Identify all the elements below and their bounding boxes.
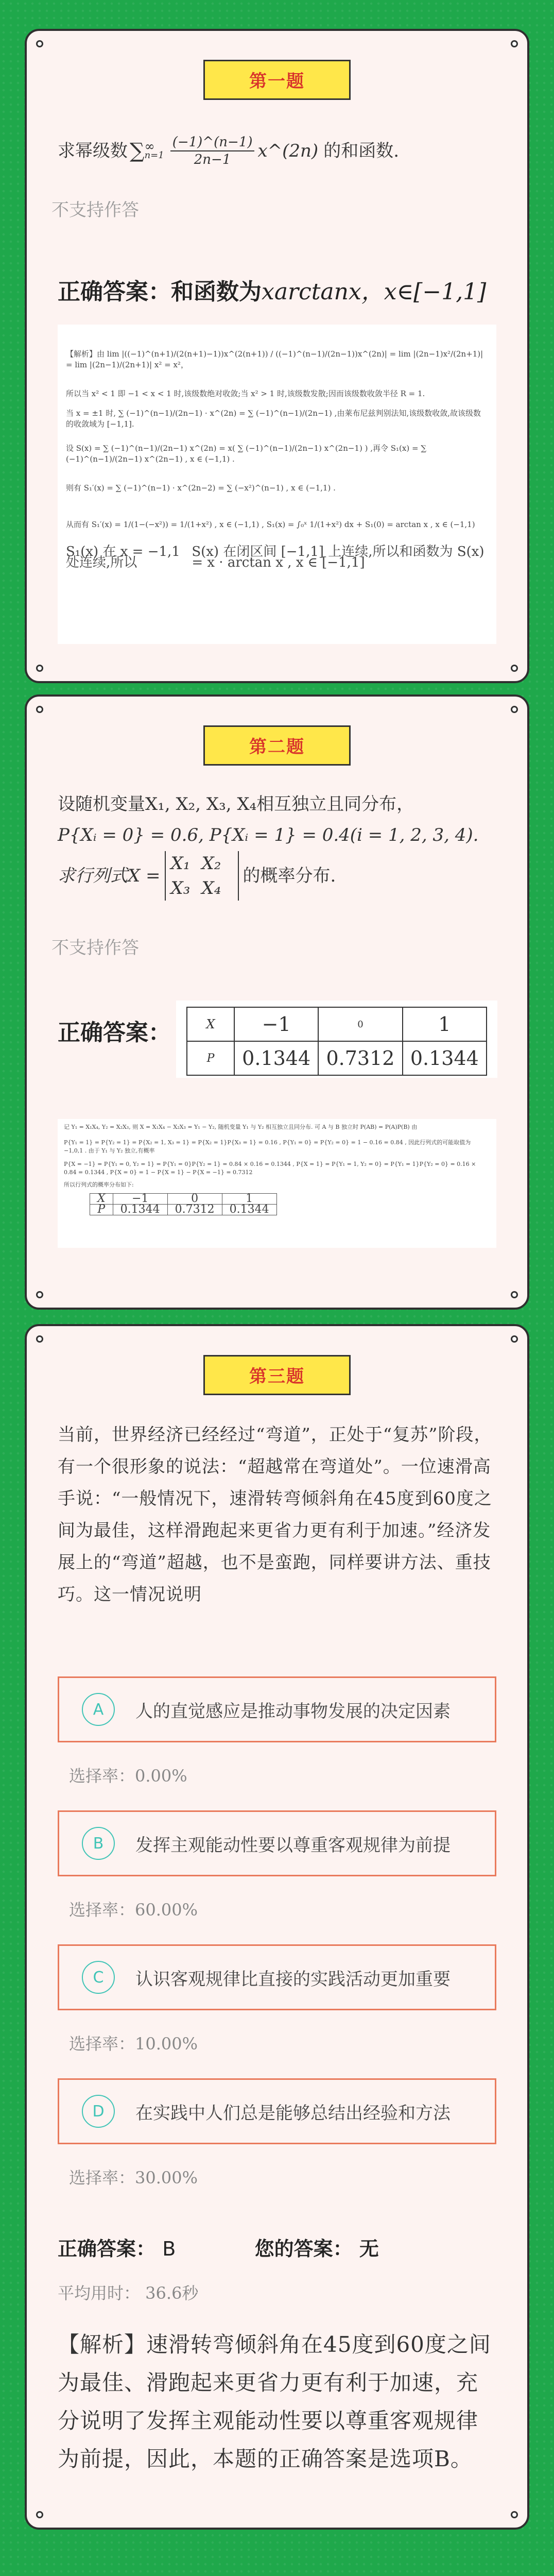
- question-line: P{Xᵢ = 0} = 0.6, P{Xᵢ = 1} = 0.4(i = 1, 2, 3, 4).: [58, 825, 479, 845]
- table-cell: 0: [167, 1194, 222, 1205]
- answer-label: 正确答案：和函数为: [58, 279, 262, 305]
- option-letter: D: [82, 2095, 115, 2128]
- answer-formula: xarctanx，x∈[−1,1]: [262, 279, 487, 305]
- solution-line: 当 x = ±1 时, ∑ (−1)^(n−1)/(2n−1) · x^(2n) = ∑ (−1)^(n−1)/(2n−1) ,由莱布尼兹判别法知,该级数收敛,故该级数的收敛域为 [−1,1].: [66, 409, 481, 429]
- question-card-3: [25, 1324, 529, 2530]
- solution-line: 记 Y₁ = X₁X₄, Y₂ = X₂X₃, 则 X = X₁X₄ − X₂X₃ = Y₁ − Y₂, 随机变量 Y₁ 与 Y₂ 相互独立且同分布. 可 A 与 B 独立时 P(AB) = P(A)P(B) 由: [64, 1124, 418, 1130]
- option-b[interactable]: [58, 1810, 496, 1876]
- selection-rate: 选择率：60.00%: [69, 1900, 198, 1920]
- solution-line: P{Y₁ = 1} = P{Y₂ = 1} = P{X₂ = 1, X₃ = 1} = P{X₂ = 1}P{X₃ = 1} = 0.16 , P{Y₁ = 0} = P{Y₂ = 0} = 1 − 0.16 = 0.84 , 因此行列式的可能取值为 −1,0,1 . 由于 Y₁ 与 Y₂ 独立,有概率: [64, 1139, 471, 1154]
- option-c[interactable]: [58, 1944, 496, 2010]
- binder-hole-icon: [36, 2511, 43, 2518]
- det-entry: X₃: [170, 878, 191, 899]
- option-text: 认识客观规律比直接的实践活动更加重要: [135, 1969, 451, 1990]
- solution-image: [58, 1119, 496, 1248]
- binder-hole-icon: [511, 706, 518, 713]
- answer-label: 正确答案：: [58, 1020, 171, 1046]
- correct-answer-heading: [58, 273, 486, 306]
- correct-answer-label: 正确答案：: [58, 2237, 156, 2260]
- binder-hole-icon: [511, 1291, 518, 1298]
- det-entry: X₁: [170, 853, 191, 874]
- question-line: [58, 851, 496, 901]
- solution-line: 【解析】由 lim |((−1)^(n+1)/(2(n+1)−1))x^(2(n+1)) / ((−1)^(n−1)/(2n−1))x^(2n)| = lim |(2n−1)x²/(2n+1)| = lim |(2n−1)/(2n+1)| x² = x²，: [66, 349, 483, 369]
- option-d[interactable]: [58, 2078, 496, 2144]
- table-cell: 0.7312: [167, 1205, 222, 1215]
- binder-hole-icon: [36, 1335, 43, 1343]
- question-card-2: [25, 694, 529, 1310]
- table-cell: 1: [403, 1007, 487, 1041]
- table-cell: −1: [234, 1007, 318, 1041]
- series-fraction: [170, 134, 255, 168]
- table-cell: −1: [113, 1194, 167, 1205]
- solution-line: 则有 S₁′(x) = ∑ (−1)^(n−1) · x^(2n−2) = ∑ (−x²)^(n−1) , x ∈ (−1,1) .: [66, 483, 336, 493]
- solution-fragment: S₁(x) 在 x = −1,1 处连续,所以: [66, 544, 180, 570]
- table-head: P: [90, 1205, 113, 1215]
- table-cell: 1: [222, 1194, 276, 1205]
- det-entry: X₂: [201, 853, 221, 874]
- solution-line: 所以当 x² < 1 即 −1 < x < 1 时,该级数绝对收敛;当 x² > 1 时,该级数发散;因而该级数收敛半径 R = 1.: [66, 389, 425, 398]
- probability-table: [186, 1007, 487, 1076]
- question-badge: 第三题: [203, 1355, 351, 1395]
- power-term: x^(2n): [257, 141, 319, 161]
- selection-rate: 选择率：0.00%: [69, 1766, 187, 1786]
- binder-hole-icon: [36, 706, 43, 713]
- question-text: [58, 134, 496, 168]
- option-letter: B: [82, 1827, 115, 1860]
- binder-hole-icon: [36, 1291, 43, 1298]
- option-text: 人的直觉感应是推动事物发展的决定因素: [135, 1701, 451, 1722]
- binder-hole-icon: [36, 40, 43, 47]
- question-suffix: 的和函数.: [323, 141, 400, 161]
- solution-line: P{X = −1} = P{Y₁ = 0, Y₂ = 1} = P{Y₁ = 0}P{Y₂ = 1} = 0.84 × 0.16 = 0.1344 , P{X = 1} = P{Y₁ = 1, Y₂ = 0} = P{Y₁ = 1}P{Y₂ = 0} = 0.16 × 0.84 = 0.1344 , P{X = 0} = 1 − P{X = 1} − P{X = −1} = 0.7312: [64, 1161, 476, 1176]
- option-letter: C: [82, 1961, 115, 1994]
- sum-sign: ∑: [130, 139, 145, 163]
- solution-line: 所以行列式的概率分布如下:: [64, 1181, 134, 1188]
- binder-hole-icon: [511, 1335, 518, 1343]
- your-answer-label: 您的答案：: [254, 2237, 353, 2260]
- binder-hole-icon: [36, 665, 43, 672]
- answer-table-card: [176, 1001, 497, 1078]
- option-text: 发挥主观能动性要以尊重客观规律为前提: [135, 1835, 451, 1856]
- table-cell: 0.7312: [318, 1041, 402, 1075]
- correct-answer-value: B: [162, 2238, 176, 2260]
- binder-hole-icon: [511, 2511, 518, 2518]
- table-cell: 0.1344: [234, 1041, 318, 1075]
- binder-hole-icon: [511, 40, 518, 47]
- determinant: [165, 851, 239, 901]
- table-cell: 0.1344: [113, 1205, 167, 1215]
- no-answer-note: 不支持作答: [51, 938, 139, 958]
- no-answer-note: 不支持作答: [51, 200, 139, 221]
- selection-rate: 选择率：30.00%: [69, 2168, 198, 2188]
- fraction-numerator: (−1)^(n−1): [170, 134, 255, 151]
- solution-line-final: [66, 544, 488, 570]
- table-row: [187, 1007, 487, 1041]
- option-a[interactable]: [58, 1676, 496, 1742]
- solution-fragment: S(x) 在闭区间 [−1,1] 上连续,所以和函数为 S(x) = x · arctan x , x ∈ [−1,1]: [192, 544, 484, 570]
- question-suffix: 的概率分布.: [243, 866, 336, 886]
- fraction-denominator: 2n−1: [194, 152, 231, 167]
- average-time: 平均用时： 36.6秒: [58, 2283, 199, 2303]
- binder-hole-icon: [511, 665, 518, 672]
- question-badge: 第一题: [203, 60, 351, 100]
- question-card-1: [25, 29, 529, 683]
- analysis-text: 【解析】速滑转弯倾斜角在45度到60度之间为最佳、滑跑起来更省力更有利于加速，充分说明了发挥主观能动性要以尊重客观规律为前提，因此，本题的正确答案是选项B。: [58, 2332, 491, 2471]
- question-prefix: 求行列式X =: [58, 866, 161, 886]
- table-head: P: [187, 1041, 234, 1075]
- question-line: 设随机变量X₁, X₂, X₃, X₄相互独立且同分布，: [58, 794, 414, 815]
- table-row: [187, 1041, 487, 1075]
- option-letter: A: [82, 1693, 115, 1726]
- table-cell: 0.1344: [222, 1205, 276, 1215]
- option-text: 在实践中人们总是能够总结出经验和方法: [135, 2103, 451, 2124]
- question-badge: 第二题: [203, 725, 351, 766]
- question-prefix: 求幂级数: [58, 141, 128, 161]
- sum-upper: ∞: [144, 139, 155, 154]
- det-entry: X₄: [201, 878, 221, 899]
- selection-rate: 选择率：10.00%: [69, 2034, 198, 2054]
- solution-line: 从而有 S₁′(x) = 1/(1−(−x²)) = 1/(1+x²) , x ∈ (−1,1) , S₁(x) = ∫₀ˣ 1/(1+x²) dx + S₁(0) = arctan x , x ∈ (−1,1): [66, 519, 475, 529]
- solution-table: [90, 1193, 277, 1215]
- solution-line: 设 S(x) = ∑ (−1)^(n−1)/(2n−1) x^(2n) = x( ∑ (−1)^(n−1)/(2n−1) x^(2n−1) ) ,再令 S₁(x) = ∑ (−1)^(n−1)/(2n−1) x^(2n−1) , x ∈ (−1,1) .: [66, 444, 427, 464]
- table-cell: 0.1344: [403, 1041, 487, 1075]
- answer-summary: [58, 2233, 379, 2261]
- table-head: X: [187, 1007, 234, 1041]
- your-answer-value: 无: [359, 2237, 379, 2260]
- table-row: [90, 1205, 277, 1215]
- table-cell: 0: [318, 1007, 402, 1041]
- sum-limits: [144, 139, 164, 161]
- sum-lower: n=1: [144, 150, 164, 161]
- solution-image: [58, 325, 496, 644]
- table-head: X: [90, 1194, 113, 1205]
- question-text: 当前，世界经济已经经过“弯道”，正处于“复苏”阶段，有一个很形象的说法：“超越常在弯道处”。一位速滑高手说：“一般情况下，速滑转弯倾斜角在45度到60度之间为最佳，这样滑跑起来更省力更有利于加速。”经济发展上的“弯道”超越，也不是蛮跑，同样要讲方法、重技巧。这一情况说明: [58, 1425, 492, 1605]
